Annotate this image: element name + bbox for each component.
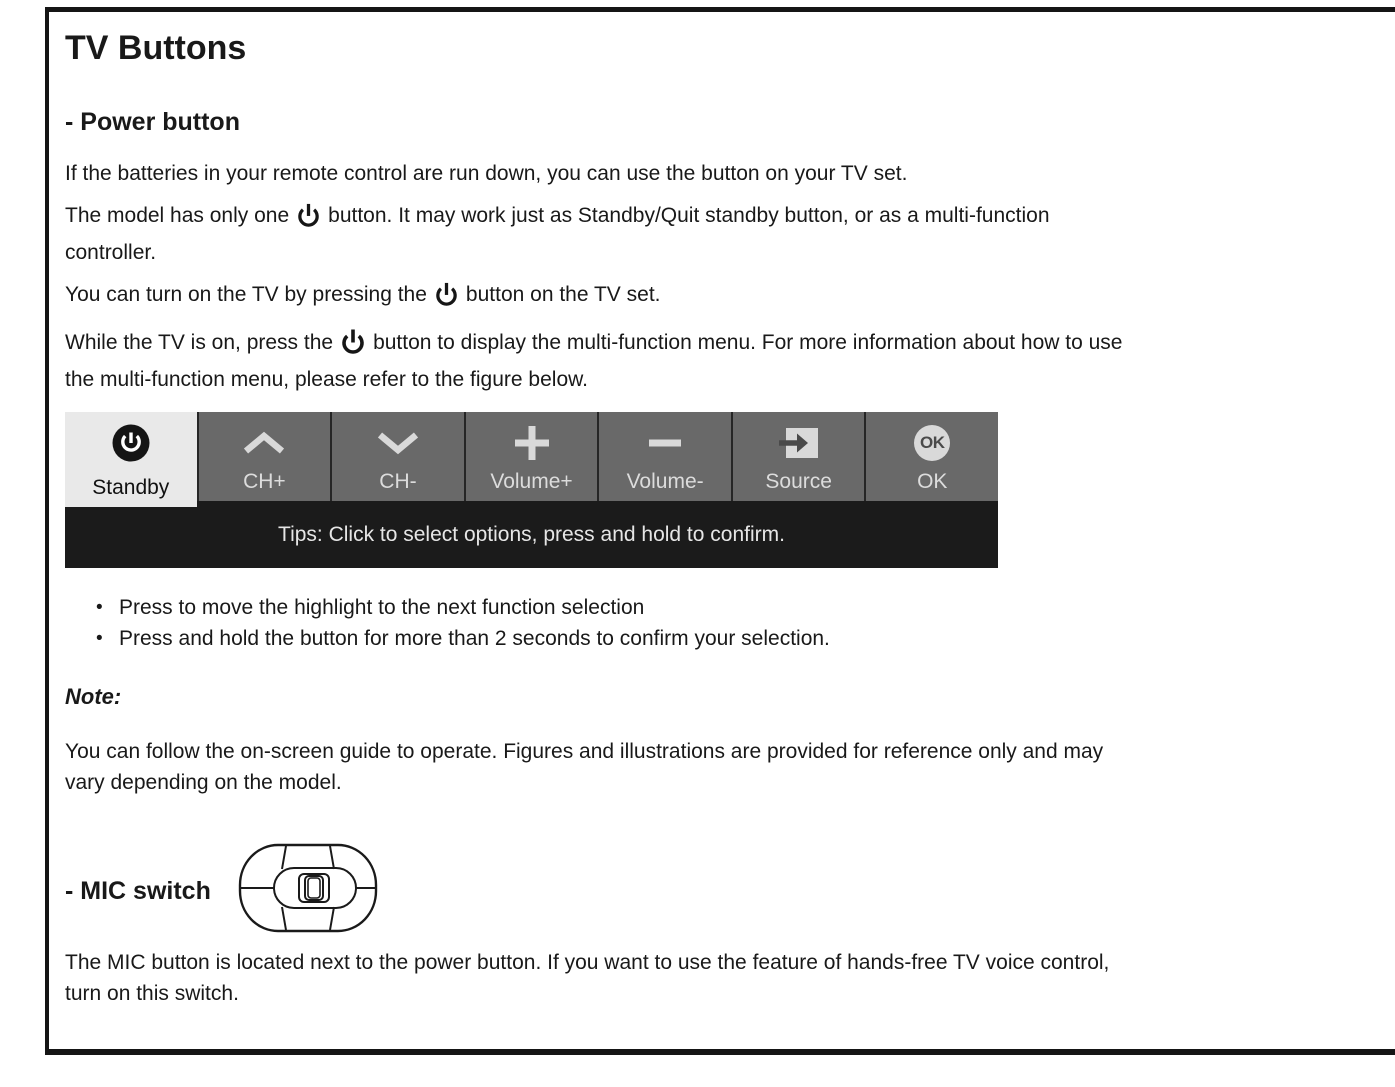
list-item: • Press to move the highlight to the next function selection bbox=[65, 592, 1395, 623]
menu-button-label: OK bbox=[917, 470, 948, 493]
menu-button-source bbox=[731, 412, 865, 501]
power-icon bbox=[434, 280, 459, 316]
minus-icon bbox=[645, 422, 685, 464]
ok-circle-icon bbox=[914, 422, 950, 464]
tips-bar bbox=[65, 501, 998, 568]
menu-button-ok bbox=[864, 412, 998, 501]
menu-button-label: Standby bbox=[92, 476, 170, 499]
bullet-icon: • bbox=[96, 597, 103, 618]
paragraph-batteries: If the batteries in your remote control are run down, you can use the button on your TV set. bbox=[65, 162, 908, 185]
page-title: TV Buttons bbox=[65, 29, 247, 67]
paragraph-mic-switch: The MIC button is located next to the power button. If you want to use the feature of hands-free TV voice control, turn on this switch. bbox=[65, 951, 1110, 1005]
section-heading-power-button: - Power button bbox=[65, 108, 240, 136]
mic-switch-diagram bbox=[237, 843, 379, 938]
bullet-list bbox=[65, 592, 1395, 654]
menu-button-label: Volume- bbox=[626, 470, 704, 493]
multi-function-menu-figure bbox=[65, 412, 998, 568]
section-heading-mic-switch: - MIC switch bbox=[65, 876, 211, 905]
paragraph-turn-on-tv: You can turn on the TV by pressing the button on the TV set. bbox=[65, 279, 1395, 316]
menu-button-label: Source bbox=[765, 470, 832, 493]
paragraph-while-tv-on: While the TV is on, press the button to display the multi-function menu. For more information about how to use the multi-function menu, please refer to the figure below. bbox=[65, 327, 1395, 395]
menu-button-row bbox=[65, 412, 998, 501]
chevron-down-icon bbox=[375, 422, 421, 464]
menu-button-volume-plus bbox=[464, 412, 598, 501]
power-icon bbox=[296, 201, 321, 237]
note-label: Note: bbox=[65, 684, 122, 709]
power-icon bbox=[340, 327, 366, 364]
page-frame bbox=[45, 7, 1395, 1055]
menu-button-label: Volume+ bbox=[490, 470, 573, 493]
power-standby-icon bbox=[111, 422, 151, 464]
menu-button-label: CH+ bbox=[243, 470, 286, 493]
tips-text: Tips: Click to select options, press and hold to confirm. bbox=[278, 522, 785, 546]
menu-button-volume-minus bbox=[597, 412, 731, 501]
source-input-icon bbox=[779, 422, 819, 464]
chevron-up-icon bbox=[241, 422, 287, 464]
bullet-icon: • bbox=[96, 628, 103, 649]
ok-badge-text: OK bbox=[920, 433, 945, 452]
menu-button-standby bbox=[65, 412, 197, 507]
menu-button-ch-plus bbox=[197, 412, 331, 501]
plus-icon bbox=[512, 422, 552, 464]
paragraph-note: You can follow the on-screen guide to operate. Figures and illustrations are provided for reference only and may vary depending on the model. bbox=[65, 740, 1104, 794]
menu-button-ch-minus bbox=[330, 412, 464, 501]
menu-button-label: CH- bbox=[379, 470, 417, 493]
paragraph-model-one-button: The model has only one button. It may work just as Standby/Quit standby button, or as a multi-function controller. bbox=[65, 200, 1395, 268]
mic-switch-section-header bbox=[65, 843, 1395, 938]
list-item: • Press and hold the button for more than 2 seconds to confirm your selection. bbox=[65, 623, 1395, 654]
page-content bbox=[49, 28, 1395, 1009]
